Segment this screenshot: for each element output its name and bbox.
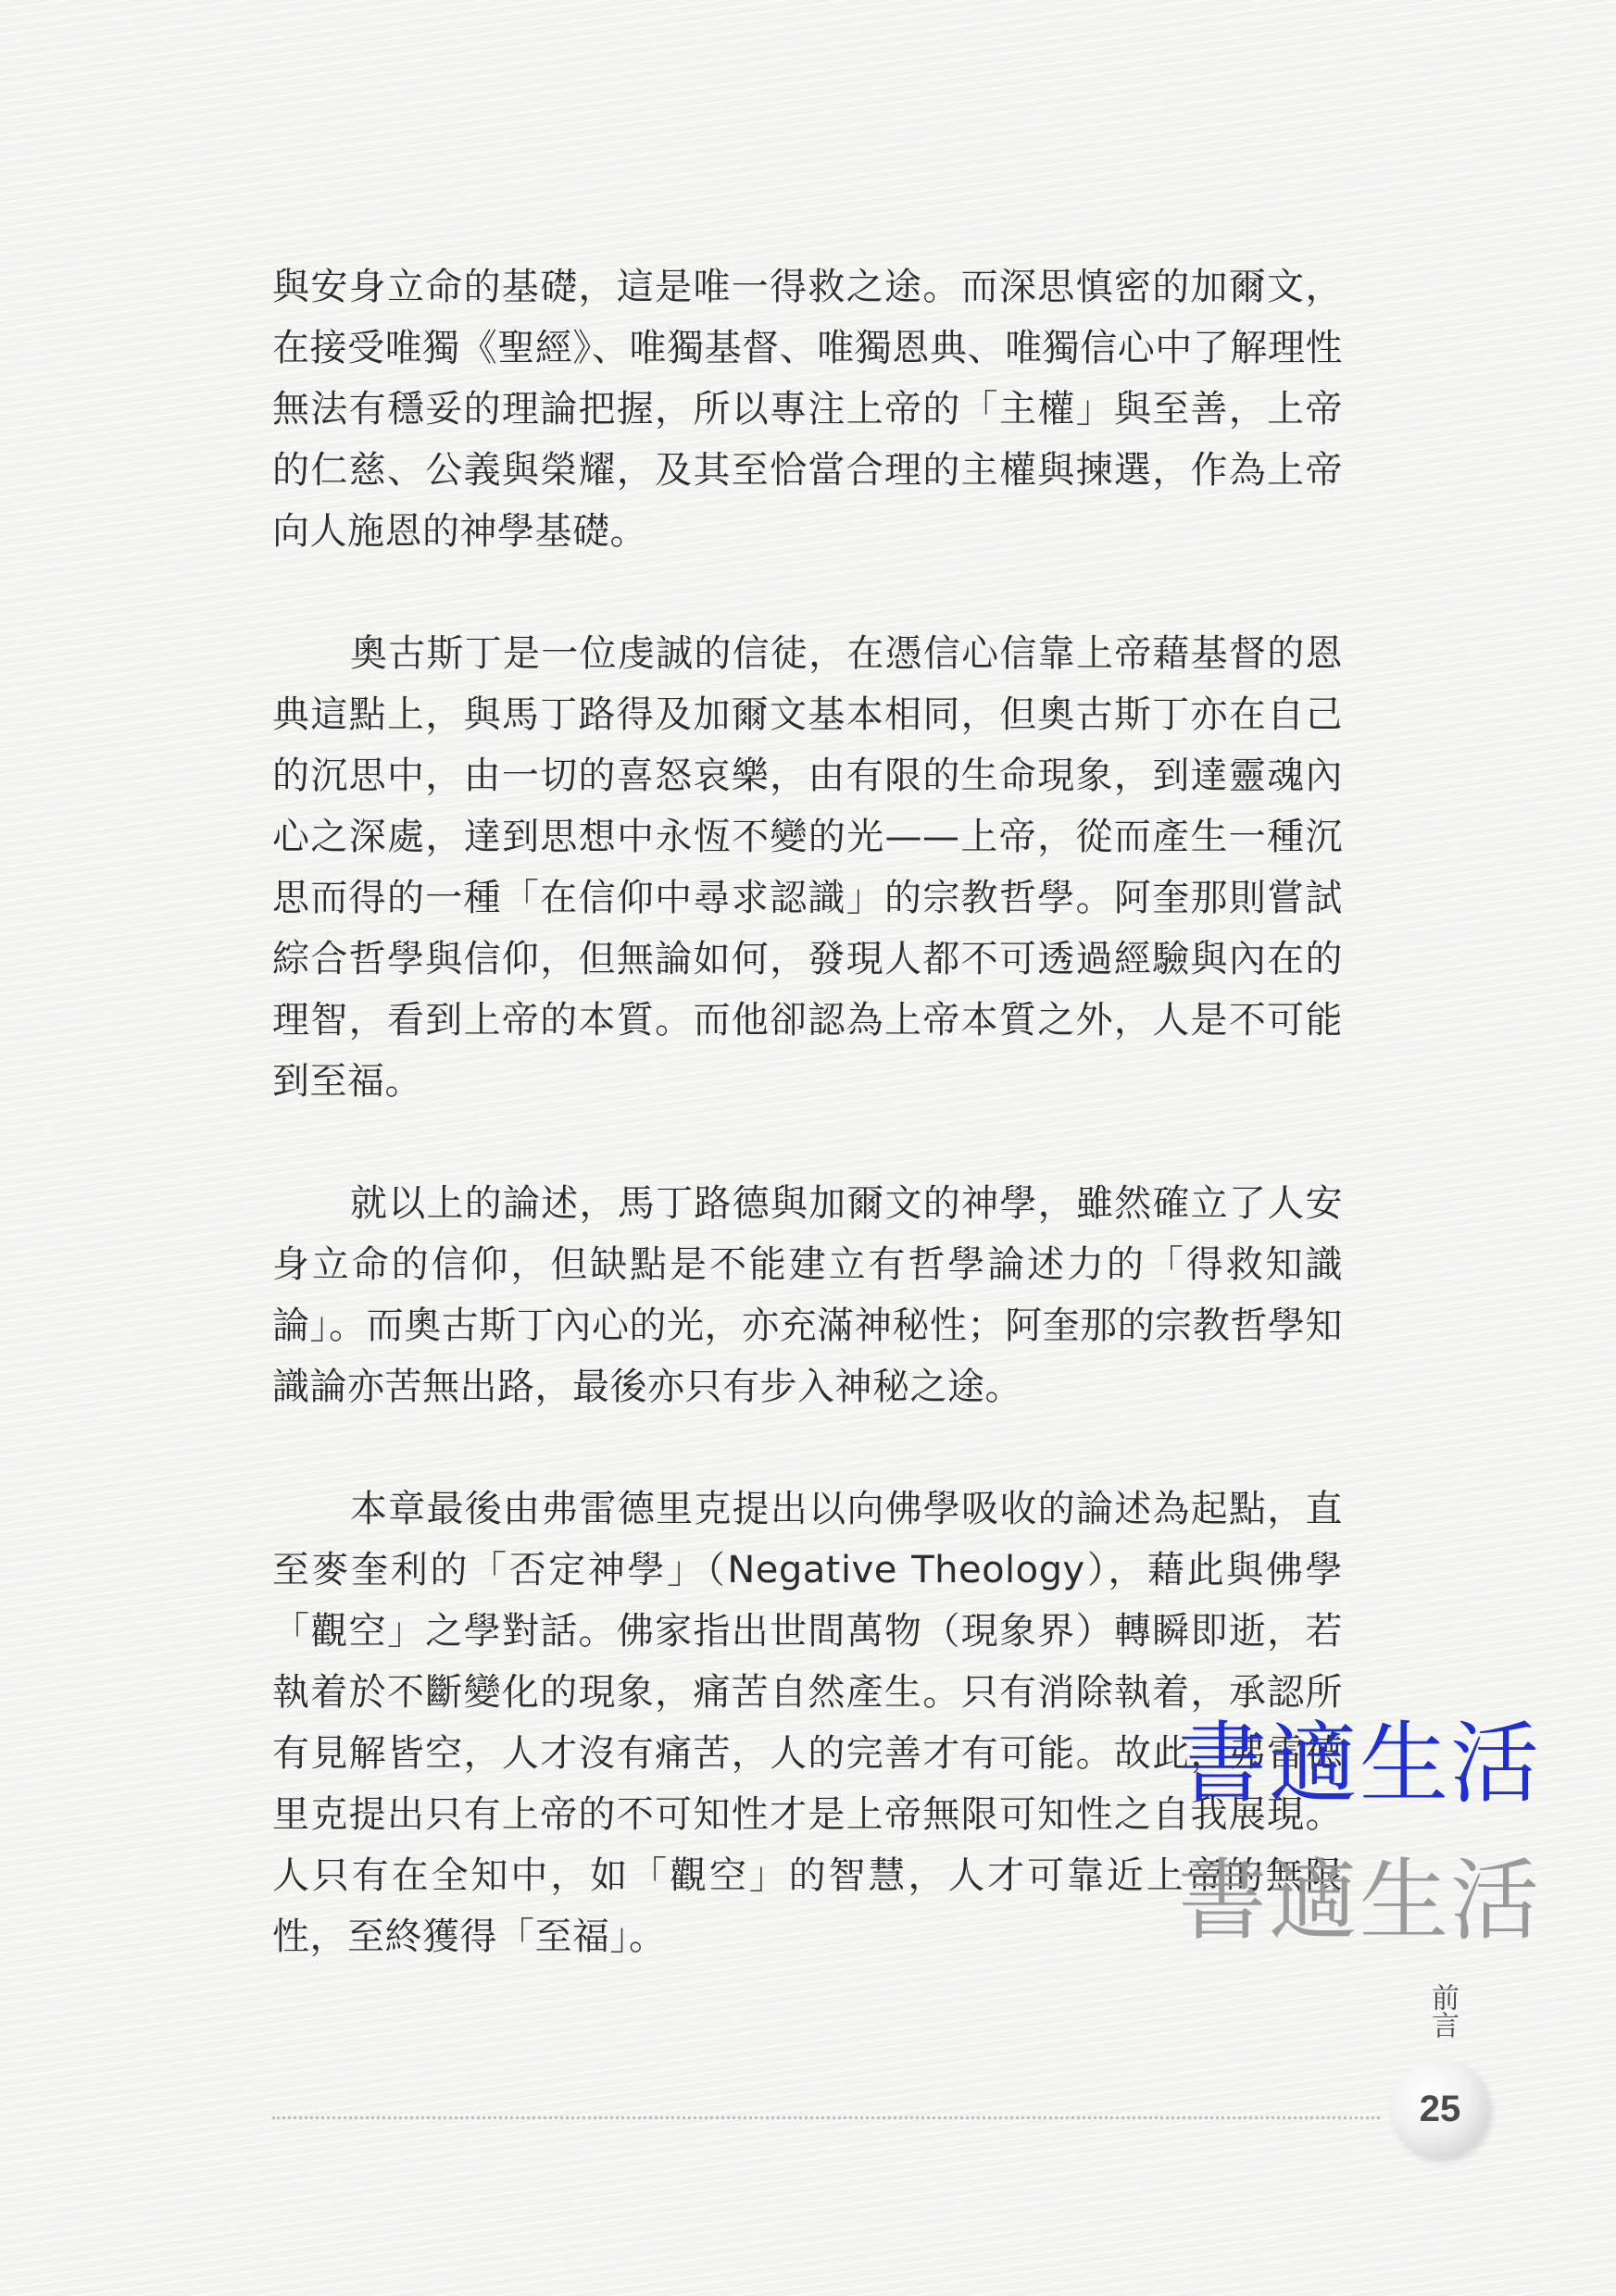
page-number: 25 bbox=[1419, 2089, 1461, 2129]
section-label: 前言 bbox=[1426, 1983, 1459, 2039]
main-text bbox=[272, 256, 1343, 1967]
watermark-blue: 書適生活 bbox=[1178, 1712, 1541, 1816]
watermark-gray: 書適生活 bbox=[1178, 1849, 1541, 1953]
paragraph-4: 本章最後由弗雷德里克提出以向佛學吸收的論述為起點，直至麥奎利的「否定神學」（Negative Theology），藉此與佛學「觀空」之學對話。佛家指出世間萬物（現象界）轉瞬即逝，若執着於不斷變化的現象，痛苦自然產生。只有消除執着，承認所有見解皆空，人才沒有痛苦，人的完善才有可能。故此，弗雷德里克提出只有上帝的不可知性才是上帝無限可知性之自我展現。人只有在全知中，如「觀空」的智慧，人才可靠近上帝的無限性，至終獲得「至福」。 bbox=[272, 1488, 1343, 1958]
paragraph-2: 奧古斯丁是一位虔誠的信徒，在憑信心信靠上帝藉基督的恩典這點上，與馬丁路得及加爾文基本相同，但奧古斯丁亦在自己的沉思中，由一切的喜怒哀樂，由有限的生命現象，到達靈魂內心之深處，達到思想中永恆不變的光——上帝，從而產生一種沉思而得的一種「在信仰中尋求認識」的宗教哲學。阿奎那則嘗試綜合哲學與信仰，但無論如何，發現人都不可透過經驗與內在的理智，看到上帝的本質。而他卻認為上帝本質之外，人是不可能到至福。 bbox=[272, 632, 1343, 1103]
footer-dotted-rule bbox=[272, 2116, 1380, 2119]
paragraph-3: 就以上的論述，馬丁路德與加爾文的神學，雖然確立了人安身立命的信仰，但缺點是不能建立有哲學論述力的「得救知識論」。而奧古斯丁內心的光，亦充滿神秘性；阿奎那的宗教哲學知識論亦苦無出路，最後亦只有步入神秘之途。 bbox=[272, 1182, 1343, 1408]
paragraph-1: 與安身立命的基礎，這是唯一得救之途。而深思慎密的加爾文，在接受唯獨《聖經》、唯獨基督、唯獨恩典、唯獨信心中了解理性無法有穩妥的理論把握，所以專注上帝的「主權」與至善，上帝的仁慈、公義與榮耀，及其至恰當合理的主權與揀選，作為上帝向人施恩的神學基礎。 bbox=[272, 266, 1343, 553]
